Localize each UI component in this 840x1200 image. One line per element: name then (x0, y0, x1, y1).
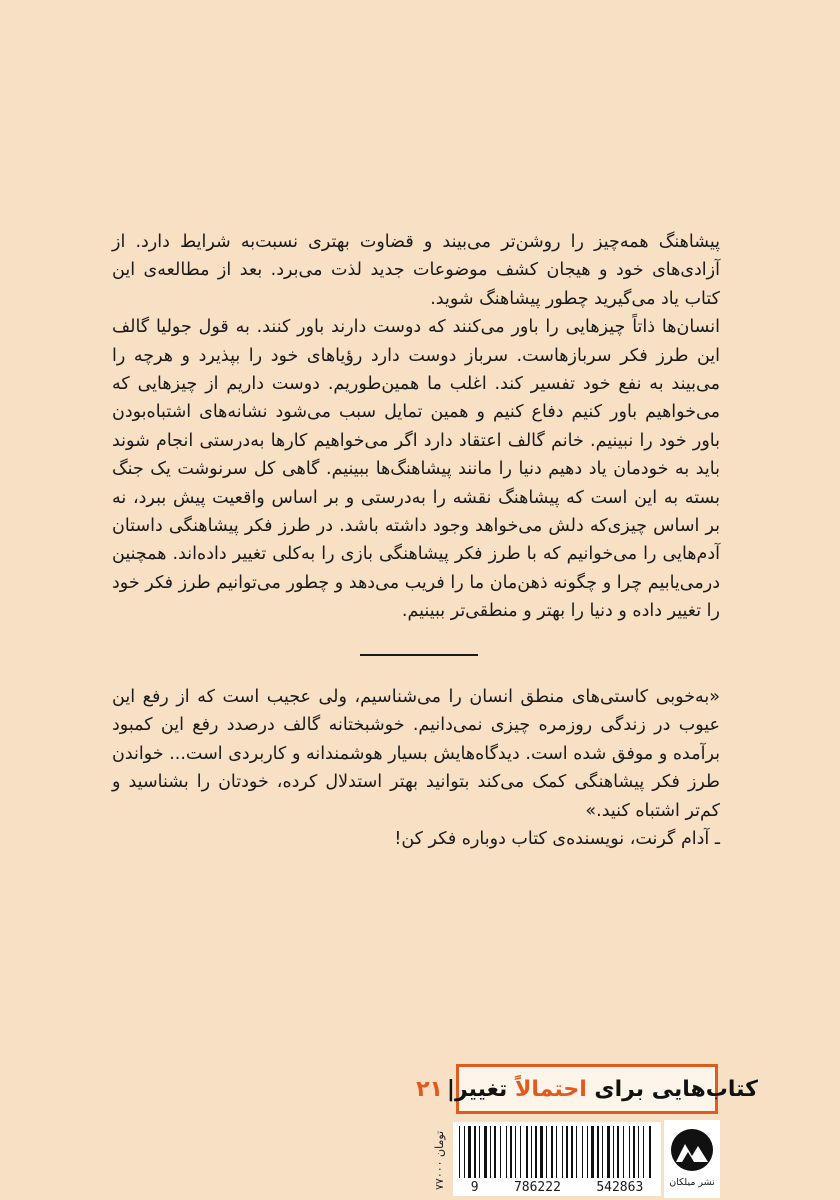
barcode-bar (535, 1126, 537, 1178)
mountains-logo-icon (670, 1124, 714, 1176)
barcode-bar (562, 1126, 563, 1178)
barcode-bar (623, 1126, 624, 1178)
barcode-bar (576, 1126, 577, 1178)
series-label (416, 1064, 758, 1114)
barcode-bar (490, 1126, 491, 1178)
series-prefix: کتاب‌هایی برای (594, 1076, 758, 1102)
barcode-bar (613, 1126, 614, 1178)
barcode-bar (500, 1126, 501, 1178)
barcode-bars (457, 1126, 657, 1178)
barcode-bar (633, 1126, 635, 1178)
series-suffix: تغییر (454, 1076, 508, 1102)
barcode-bar (540, 1126, 543, 1178)
barcode-digit-group-1: 786222 (513, 1180, 561, 1195)
series-highlight: احتمالاً (514, 1076, 587, 1102)
endorsement-quote (112, 683, 720, 853)
barcode-bar (464, 1126, 465, 1178)
barcode-bar (546, 1126, 547, 1178)
series-separator: | (446, 1076, 455, 1102)
barcode-bar (479, 1126, 480, 1178)
barcode-digit-lead: 9 (470, 1180, 479, 1195)
barcode-bar (484, 1126, 487, 1178)
separator-rule (360, 654, 478, 656)
barcode-bar (531, 1126, 532, 1178)
barcode-bar (515, 1126, 516, 1178)
barcode-bar (591, 1126, 594, 1178)
publisher-logo (664, 1120, 720, 1198)
barcode-bar (643, 1126, 644, 1178)
barcode-digit-group-2: 542863 (596, 1180, 644, 1195)
paragraph-intro: پیشاهنگ همه‌چیز را روشن‌تر می‌بیند و قضاوت بهتری نسبت‌به شرایط دارد. از آزادی‌های خود و هیجان کشف موضوعات جدید لذت می‌برد. بعد از مطالعه‌ی این کتاب یاد می‌گیرید چطور پیشاهنگ شوید. (112, 232, 720, 309)
barcode-bar (629, 1126, 630, 1178)
barcode-bar (638, 1126, 639, 1178)
barcode-bar (571, 1126, 573, 1178)
barcode-bar (474, 1126, 476, 1178)
barcode-bar (597, 1126, 599, 1178)
barcode-bar (566, 1126, 568, 1178)
price-label: ۷۷۰۰۰ تومان (433, 1130, 446, 1190)
isbn-barcode (453, 1122, 661, 1196)
quote-text: «به‌خوبی کاستی‌های منطق انسان را می‌شناسیم، ولی عجیب است که از رفع این عیوب در زندگی روزمره چیزی نمی‌دانیم. خوشبختانه گالف درصدد رفع این کمبود برآمده و موفق شده است. دیدگاه‌هایش بسیار هوشمندانه و کاربردی است... خواندن طرز فکر پیشاهنگی کمک می‌کند بتوانید بهتر استدلال کرده، خودتان را بشناسید و کم‌تر اشتباه کنید.» (112, 687, 720, 821)
barcode-bar (602, 1126, 603, 1178)
barcode-bar (587, 1126, 588, 1178)
barcode-bar (494, 1126, 496, 1178)
barcode-bar (468, 1126, 471, 1178)
barcode-bar (506, 1126, 507, 1178)
series-number: ۲۱ (416, 1076, 443, 1102)
barcode-bar (459, 1126, 460, 1178)
barcode-bar (617, 1126, 619, 1178)
barcode-bar (607, 1126, 610, 1178)
back-cover-description (112, 228, 720, 626)
barcode-bar (520, 1126, 521, 1178)
barcode-bar (551, 1126, 553, 1178)
barcode-bar (510, 1126, 512, 1178)
barcode-bar (526, 1126, 528, 1178)
barcode-digits (453, 1180, 661, 1195)
barcode-bar (649, 1126, 651, 1178)
quote-attribution: ـ آدام گرنت، نویسنده‌ی کتاب دوباره فکر کن! (394, 829, 720, 850)
publisher-name: نشر میلکان (669, 1177, 715, 1188)
barcode-bar (556, 1126, 557, 1178)
paragraph-main: انسان‌ها ذاتاً چیزهایی را باور می‌کنند که دوست دارند باور کنند. به قول جولیا گالف این طرز فکر سربازهاست. سرباز دوست دارد رؤیاهای خود را بپذیرد و هرچه را می‌بیند به نفع خود تفسیر کند. اغلب ما همین‌طوریم. دوست داریم از چیزهایی که می‌خواهیم باور کنیم دفاع کنیم و همین تمایل سبب می‌شود نشانه‌های اشتباه‌بودن باور خود را نبینیم. خانم گالف اعتقاد دارد اگر می‌خواهیم کارها به‌درستی انجام شوند باید به خودمان یاد دهیم دنیا را مانند پیشاهنگ‌ها ببینیم. گاهی کل سرنوشت یک جنگ بسته به این است که پیشاهنگ نقشه را به‌درستی و بر اساس واقعیت پیش ببرد، نه بر اساس چیزی‌که دلش می‌خواهد وجود داشته باشد. در طرز فکر پیشاهنگی داستان آدم‌هایی را می‌خوانیم که با طرز فکر پیشاهنگی بازی را به‌کلی تغییر داده‌اند. همچنین درمی‌یابیم چرا و چگونه ذهن‌مان ما را فریب می‌دهد و چطور می‌توانیم طرز فکر خود را تغییر داده و دنیا را بهتر و منطقی‌تر ببینیم. (112, 317, 720, 622)
barcode-bar (582, 1126, 583, 1178)
